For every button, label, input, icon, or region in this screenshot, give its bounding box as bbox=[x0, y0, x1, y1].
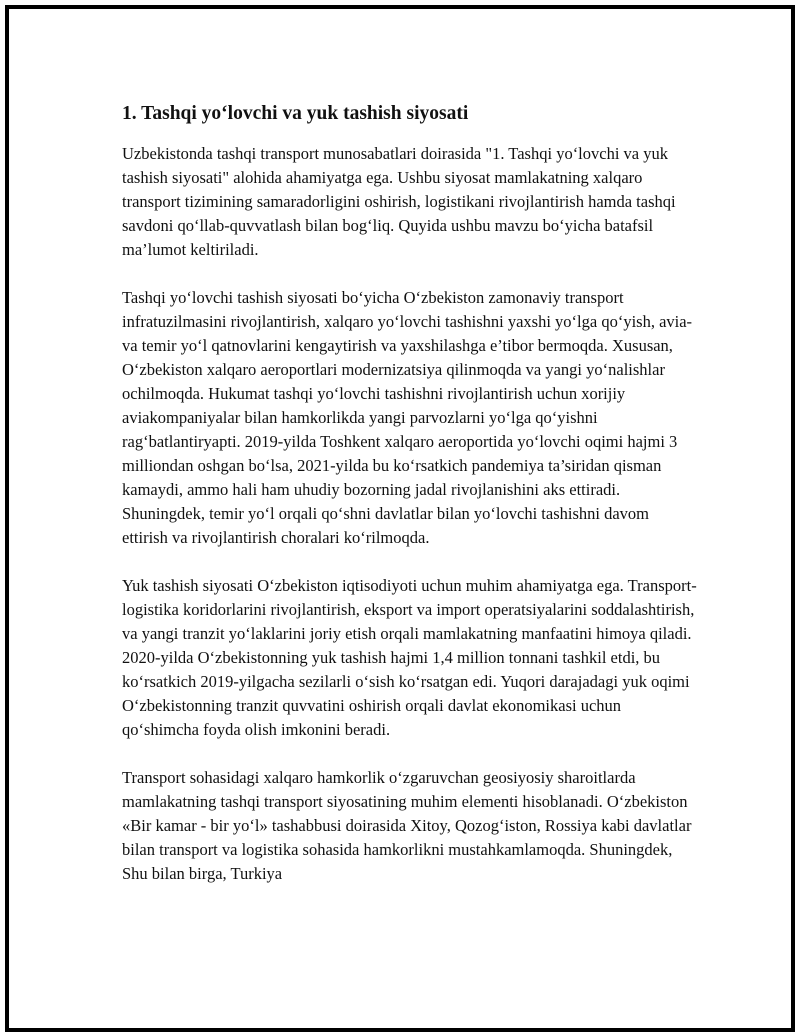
page-frame bbox=[5, 5, 795, 1032]
paragraph-cargo-transport: Yuk tashish siyosati O‘zbekiston iqtisodiyoti uchun muhim ahamiyatga ega. Transport-logistika koridorlarini rivojlantirish, eksport va import operatsiyalarini soddalashtirish, va yangi tranzit yo‘laklarini joriy etish orqali mamlakatning manfaatini himoya qiladi. 2020-yilda O‘zbekistonning yuk tashish hajmi 1,4 million tonnani tashkil etdi, bu ko‘rsatkich 2019-yilgacha sezilarli o‘sish ko‘rsatgan edi. Yuqori darajadagi yuk oqimi O‘zbekistonning tranzit quvvatini oshirish orqali davlat ekonomikasi uchun qo‘shimcha foyda olish imkonini beradi. bbox=[122, 576, 697, 739]
paragraph-international-cooperation: Transport sohasidagi xalqaro hamkorlik o‘zgaruvchan geosiyosiy sharoitlarda mamlakatning tashqi transport siyosatining muhim elementi hisoblanadi. O‘zbekiston «Bir kamar - bir yo‘l» tashabbusi doirasida Xitoy, Qozog‘iston, Rossiya kabi davlatlar bilan transport va logistika sohasida hamkorlikni mustahkamlamoqda. Shuningdek, Shu bilan birga, Turkiya bbox=[122, 768, 692, 883]
document-title: 1. Tashqi yo‘lovchi va yuk tashish siyosati bbox=[122, 103, 469, 124]
paragraph-intro: Uzbekistonda tashqi transport munosabatlari doirasida "1. Tashqi yo‘lovchi va yuk tashish siyosati" alohida ahamiyatga ega. Ushbu siyosat mamlakatning xalqaro transport tizimining samaradorligini oshirish, logistikani rivojlantirish hamda tashqi savdoni qo‘llab-quvvatlash bilan bog‘liq. Quyida ushbu mavzu bo‘yicha batafsil ma’lumot keltiriladi. bbox=[122, 144, 676, 259]
document-body bbox=[122, 99, 697, 910]
paragraph-passenger-transport: Tashqi yo‘lovchi tashish siyosati bo‘yicha O‘zbekiston zamonaviy transport infratuzilmasini rivojlantirish, xalqaro yo‘lovchi tashishni yaxshi yo‘lga qo‘yish, avia- va temir yo‘l qatnovlarini kengaytirish va yaxshilashga e’tibor bermoqda. Xususan, O‘zbekiston xalqaro aeroportlari modernizatsiya qilinmoqda va yangi yo‘nalishlar ochilmoqda. Hukumat tashqi yo‘lovchi tashishni rivojlantirish uchun xorijiy aviakompaniyalar bilan hamkorlikda yangi parvozlarni yo‘lga qo‘yishni rag‘batlantiryapti. 2019-yilda Toshkent xalqaro aeroportida yo‘lovchi oqimi hajmi 3 milliondan oshgan bo‘lsa, 2021-yilda bu ko‘rsatkich pandemiya ta’siridan qisman kamaydi, ammo hali ham uhudiy bozorning jadal rivojlanishini aks ettiradi. Shuningdek, temir yo‘l orqali qo‘shni davlatlar bilan yo‘lovchi tashishni davom ettirish va rivojlantirish choralari ko‘rilmoqda. bbox=[122, 288, 693, 547]
